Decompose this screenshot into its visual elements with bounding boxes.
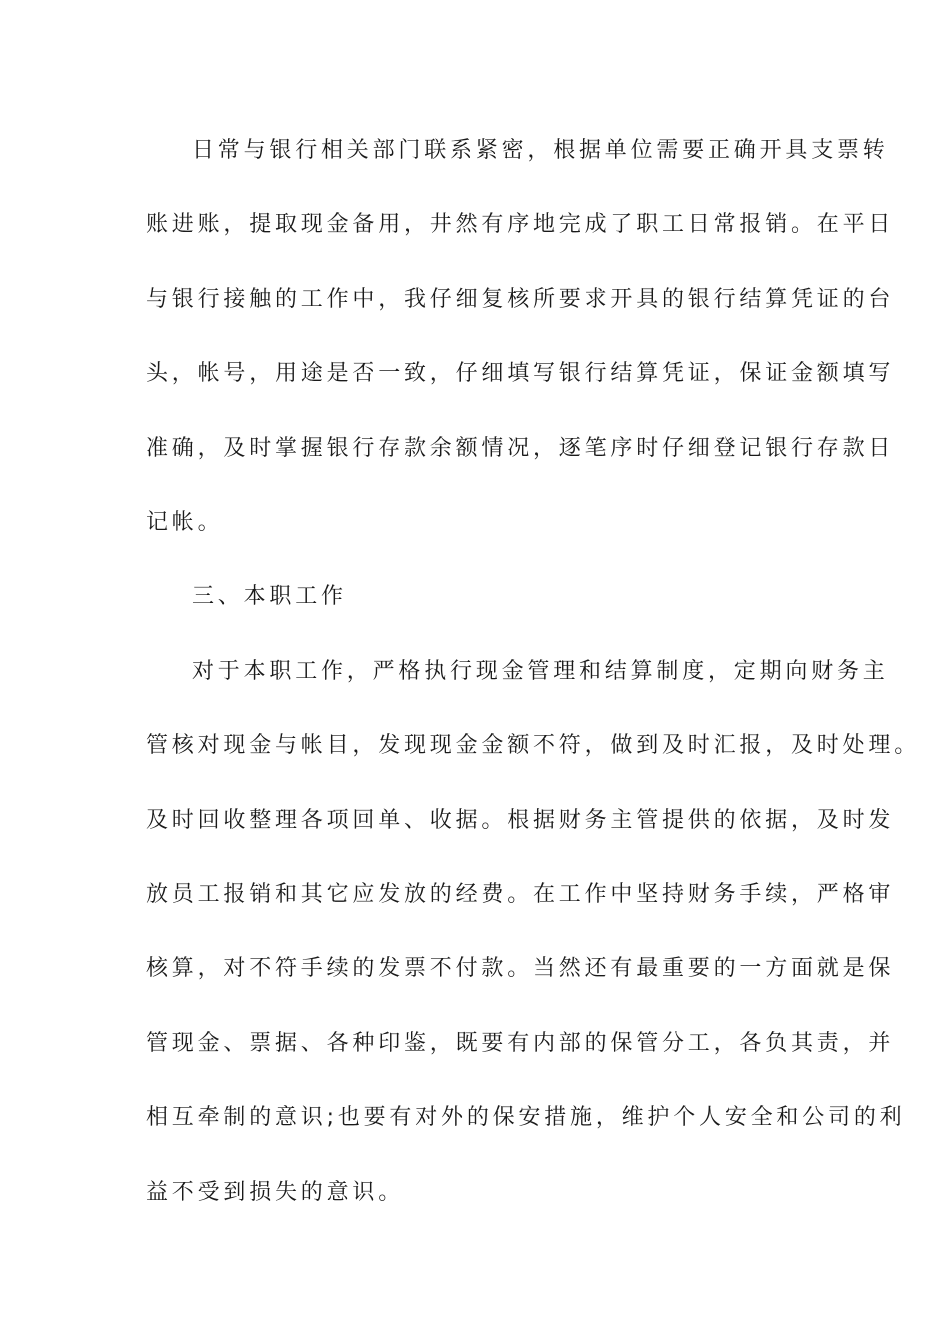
- text-line: 账进账，提取现金备用，井然有序地完成了职工日常报销。在平日: [146, 212, 895, 237]
- text-line: 管现金、票据、各种印鉴，既要有内部的保管分工，各负其责，并: [146, 1031, 895, 1056]
- text-line: 及时回收整理各项回单、收据。根据财务主管提供的依据，及时发: [146, 808, 895, 833]
- text-line: 日常与银行相关部门联系紧密，根据单位需要正确开具支票转: [192, 138, 889, 163]
- section-heading: 三、本职工作: [192, 584, 347, 609]
- text-line: 核算，对不符手续的发票不付款。当然还有最重要的一方面就是保: [146, 956, 895, 981]
- text-line: 记帐。: [146, 510, 224, 535]
- text-line: 管核对现金与帐目，发现现金金额不符，做到及时汇报，及时处理。: [146, 733, 921, 758]
- text-line: 准确，及时掌握银行存款余额情况，逐笔序时仔细登记银行存款日: [146, 436, 895, 461]
- text-line: 益不受到损失的意识。: [146, 1180, 405, 1205]
- text-line: 放员工报销和其它应发放的经费。在工作中坚持财务手续，严格审: [146, 882, 895, 907]
- text-line: 头，帐号，用途是否一致，仔细填写银行结算凭证，保证金额填写: [146, 361, 895, 386]
- text-line: 与银行接触的工作中，我仔细复核所要求开具的银行结算凭证的台: [146, 287, 895, 312]
- text-line: 对于本职工作，严格执行现金管理和结算制度，定期向财务主: [192, 659, 889, 684]
- text-line: 相互牵制的意识;也要有对外的保安措施，维护个人安全和公司的利: [146, 1105, 906, 1130]
